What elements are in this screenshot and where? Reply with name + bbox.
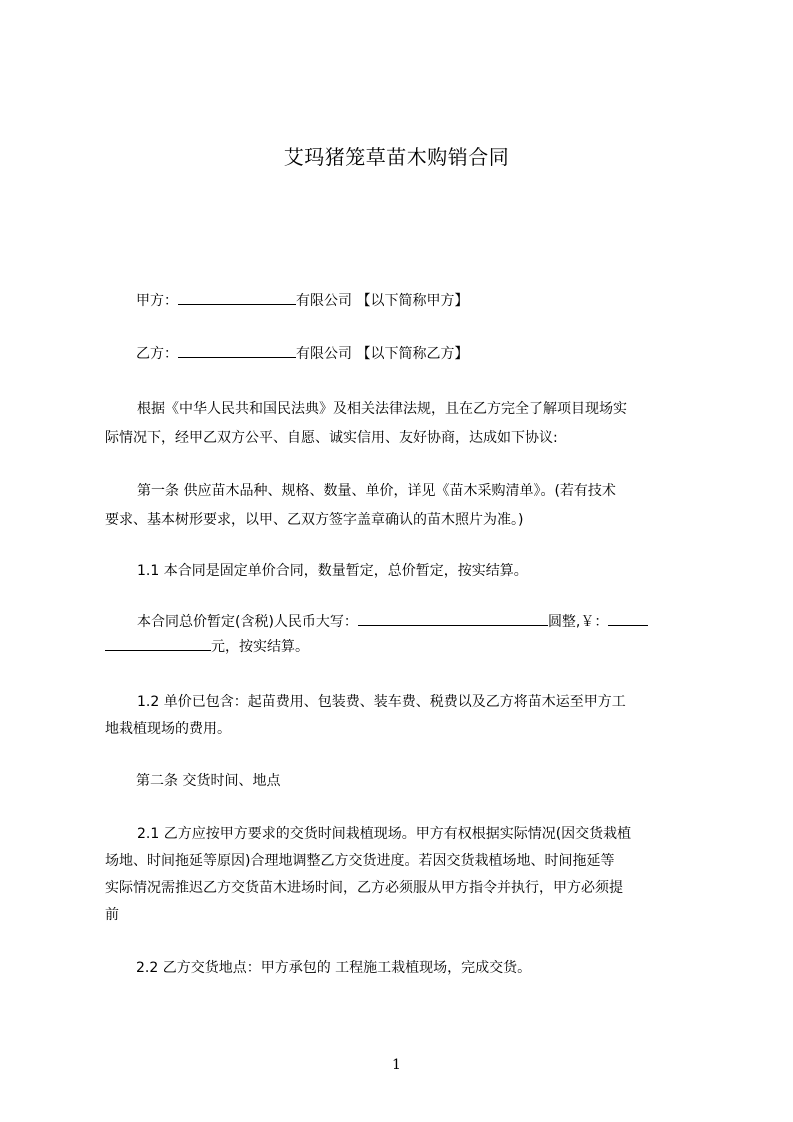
page-title: 艾玛猪笼草苗木购销合同	[283, 145, 510, 169]
clause-2-1-line-1: 2.1 乙方应按甲方要求的交货时间栽植现场。甲方有权根据实际情况(因交货栽植	[137, 826, 632, 842]
clause-1-1: 1.1 本合同是固定单价合同，数量暂定，总价暂定，按实结算。	[137, 563, 528, 579]
party-a-name-blank	[178, 290, 296, 305]
total-price-words-blank	[358, 611, 548, 626]
page-number: 1	[392, 1057, 401, 1073]
party-b-label: 乙方：	[136, 346, 178, 362]
party-a-line	[136, 287, 731, 316]
total-price-prefix: 本合同总价暂定(含税)人民币大写：	[137, 614, 358, 630]
total-price-line-2	[105, 633, 700, 662]
party-a-label: 甲方：	[136, 293, 178, 309]
party-b-line	[136, 340, 731, 369]
total-price-middle: 圆整,￥：	[547, 614, 609, 630]
party-b-suffix: 有限公司 【以下简称乙方】	[296, 346, 469, 362]
article-1-line-1: 第一条 供应苗木品种、规格、数量、单价，详见《苗木采购清单》。(若有技术	[137, 483, 616, 499]
total-price-amount-blank-end	[105, 636, 211, 651]
intro-line-2: 际情况下，经甲乙双方公平、自愿、诚实信用、友好协商，达成如下协议:	[105, 430, 558, 446]
clause-2-2: 2.2 乙方交货地点：甲方承包的 工程施工栽植现场，完成交货。	[136, 960, 532, 976]
clause-1-2-line-1: 1.2 单价已包含：起苗费用、包装费、装车费、税费以及乙方将苗木运至甲方工	[137, 694, 626, 710]
party-a-suffix: 有限公司 【以下简称甲方】	[296, 293, 469, 309]
clause-2-1-line-2: 场地、时间拖延等原因)合理地调整乙方交货进度。若因交货栽植场地、时间拖延等	[105, 853, 615, 869]
total-price-suffix: 元，按实结算。	[211, 639, 309, 655]
intro-line-1: 根据《中华人民共和国民法典》及相关法律法规，且在乙方完全了解项目现场实	[137, 401, 627, 417]
clause-2-1-line-4: 前	[105, 907, 119, 923]
clause-1-2-line-2: 地栽植现场的费用。	[105, 721, 231, 737]
clause-2-1-line-3: 实际情况需推迟乙方交货苗木进场时间，乙方必须服从甲方指令并执行，甲方必须提	[105, 880, 623, 896]
article-2-heading: 第二条 交货时间、地点	[136, 773, 281, 789]
article-1-line-2: 要求、基本树形要求，以甲、乙双方签字盖章确认的苗木照片为准。)	[105, 512, 524, 528]
total-price-amount-blank-start	[608, 611, 648, 626]
party-b-name-blank	[178, 343, 296, 358]
